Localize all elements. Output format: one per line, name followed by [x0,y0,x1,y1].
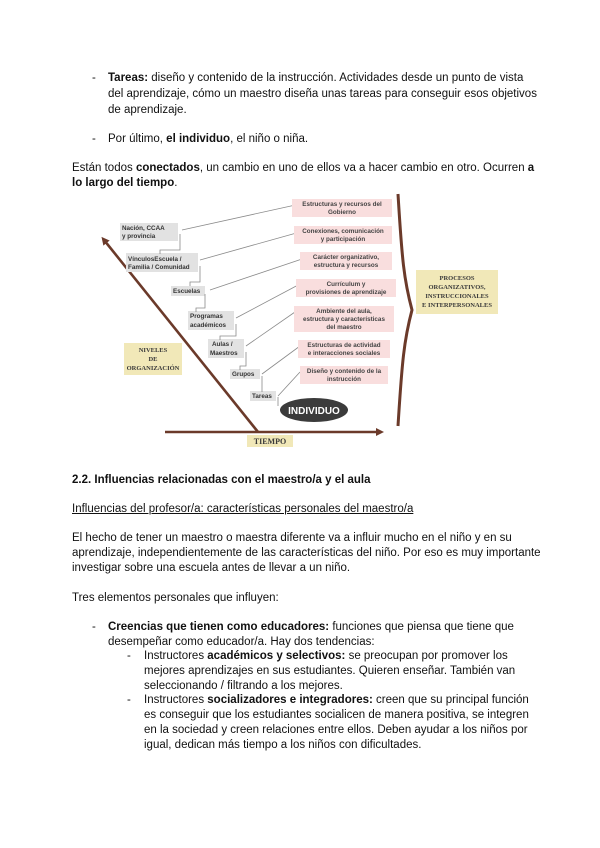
bullet-dash: - [92,621,96,633]
academicos-text: se preocupan por promover los [345,650,508,662]
procesos-label: E INTERPERSONALES [422,302,492,309]
para1-line-2: aprendizaje, independientemente de las características del niño. Por eso es muy importante [72,547,541,559]
socializadores-line-4: igual, dedican más tiempo a los niños con dificultades. [144,739,422,751]
organization-diagram [0,190,600,450]
level-label: VínculosEscuela / [128,256,182,263]
academicos-line-2: mejores aprendizajes en sus estudiantes. Quieren enseñar. También van [144,665,516,677]
niveles-label: DE [148,356,158,363]
influence-label: Diseño y contenido de la [306,368,382,375]
creencias-text: funciones que piensa que tiene que [329,621,514,633]
procesos-label: INSTRUCCIONALES [425,293,489,300]
influence-label: provisiones de aprendizaje [305,289,387,296]
level-label: Grupos [232,371,255,378]
tres-elementos: Tres elementos personales que influyen: [72,592,279,604]
individuo-label: INDIVIDUO [288,406,340,417]
influence-label: estructura y características [303,316,385,323]
niveles-label: NIVELES [138,347,168,354]
influence-connectors [182,204,305,396]
procesos-label: PROCESOS [439,275,475,282]
tareas-line-1 [108,70,523,87]
influence-label: Estructuras y recursos del [302,201,382,208]
academicos-pre: Instructores [144,650,208,662]
influence-label: Estructuras de actividad [307,342,381,349]
academicos-line-3: seleccionando / filtrando a los mejores. [144,680,343,692]
influence-label: Carácter organizativo, [312,254,380,261]
tareas-line-3: de aprendizaje. [108,104,187,116]
influence-label: Ambiente del aula, [316,308,372,315]
level-label: y provincia [122,233,156,240]
level-label: Tareas [252,393,272,400]
influence-label: estructura y recursos [313,262,379,269]
level-label: Nación, CCAA [122,225,165,232]
conectados-pre: Están todos [72,162,136,174]
socializadores-line-2: es conseguir que los estudiantes socialicen de manera positiva, se integren [144,709,529,721]
creencias-label: Creencias que tienen como educadores: [108,621,330,633]
para1-line-1: El hecho de tener un maestro o maestra diferente va a influir mucho en el niño y en su [72,532,512,544]
influence-label: y participación [320,236,366,243]
procesos-label: ORGANIZATIVOS, [428,284,486,291]
tareas-label: Tareas: [108,72,149,84]
level-label: Familia / Comunidad [128,264,190,271]
conectados-end: . [174,177,178,189]
socializadores-bold: socializadores e integradores: [207,694,373,706]
para1-line-3: investigar sobre una escuela antes de llevar a un niño. [72,562,351,574]
creencias-line-2: desempeñar como educador/a. Hay dos tendencias: [108,636,375,648]
individuo-bold: el individuo [166,133,231,145]
socializadores-line-3: en la sociedad y creen relaciones entre ellos. Deben ayudar a los niños por [144,724,528,736]
level-label: Maestros [210,350,238,357]
influence-label: e interacciones sociales [307,350,381,357]
bullet-dash: - [127,694,131,706]
level-label: académicos [190,322,227,329]
individuo-line [108,131,308,148]
socializadores-text: creen que su principal función [372,694,529,706]
process-bracket [398,194,412,426]
conectados-mid: , un cambio en uno de ellos va a hacer cambio en otro. Ocurren [199,162,528,174]
influence-label: Conexiones, comunicación [302,228,384,235]
conectados-bold: conectados [135,162,200,174]
influence-label: del maestro [326,324,362,331]
individuo-post: , el niño o niña. [230,133,309,145]
conectados-tiempo: lo largo del tiempo [72,177,175,189]
section-subheading: Influencias del profesor/a: características personales del maestro/a [72,503,414,515]
influence-label: Currículum y [326,281,366,288]
socializadores-pre: Instructores [144,694,208,706]
tareas-line-2: del aprendizaje, cómo un maestro diseña unas tareas para conseguir esos objetivos [108,88,537,100]
niveles-label: ORGANIZACIÓN [126,365,180,372]
bullet-dash: - [92,133,96,145]
conectados-a: a [527,162,535,174]
influence-label: Gobierno [328,209,356,216]
level-label: Programas [190,313,223,320]
bullet-dash: - [92,72,96,84]
section-heading: 2.2. Influencias relacionadas con el maestro/a y el aula [72,474,371,486]
academicos-bold: académicos y selectivos: [207,650,346,662]
tareas-text: diseño y contenido de la instrucción. Actividades desde un punto de vista [148,72,524,84]
level-label: Aulas / [212,341,233,348]
influence-label: instrucción [327,376,361,383]
tiempo-label: TIEMPO [253,437,287,446]
bullet-dash: - [127,650,131,662]
level-label: Escuelas [173,288,201,295]
individuo-pre: Por último, [108,133,167,145]
